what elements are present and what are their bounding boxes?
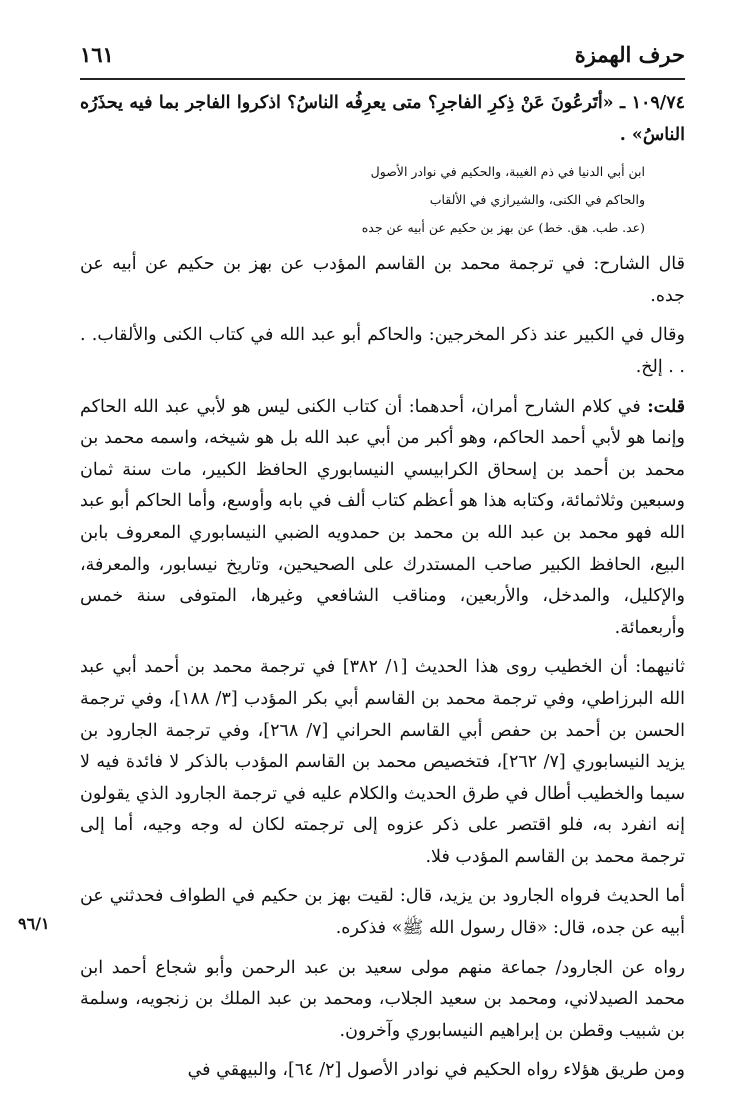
source-line-2: والحاكم في الكنى، والشيرازي في الألقاب [429,192,645,208]
chapter-title: حرف الهمزة [574,42,685,67]
page-number: ١٦١ [80,42,114,67]
page-header [80,40,685,74]
margin-reference: ٩٦/١ [18,914,50,933]
paragraph-3-text: في كلام الشارح أمران، أحدهما: أن كتاب الكنى ليس هو لأبي عبد الله الحاكم وإنما هو لأبي أحمد الحاكم، وهو أكبر من أبي عبد الله بل هو شيخه، واسمه محمد بن محمد بن أحمد بن إسحاق الكرابيسي النيسابوري الحافظ الكبير، مات سنة ثمان وسبعين وثلاثمائة، وكتابه هذا هو أعظم كتاب ألف في بابه وأوسع، وأما الحاكم أبو عبد الله فهو محمد بن عبد الله بن محمد بن حمدويه الضبي النيسابوري المعروف بابن البيع، الحافظ الكبير صاحب المستدرك على الصحيحين، وتاريخ نيسابور، والمعرفة، والإكليل، والمدخل، والأربعين، ومناقب الشافعي وغيرها، المتوفى سنة خمس وأربعمائة. [80,396,685,638]
qultu-lead: قلت: [647,396,685,417]
page-body [80,88,685,1095]
commentary-paragraph-7: ومن طريق هؤلاء رواه الحكيم في نوادر الأصول [٢/ ٦٤]، والبيهقي في [187,1060,685,1081]
source-line-3: (عد. طب. هق. خط) عن بهز بن حكيم عن أبيه عن جده [361,220,645,236]
commentary-paragraph-3 [80,392,685,645]
source-attribution [80,159,645,241]
source-line-1: ابن أبي الدنيا في ذم الغيبة، والحكيم في نوادر الأصول [370,164,645,180]
hadith-text: ١٠٩/٧٤ ـ «أتَرعُونَ عَنْ ذِكرِ الفاجرِ؟ متى يعرِفُه الناسُ؟ اذكروا الفاجر بما فيه يحذَرُه الناسُ» . [80,93,685,145]
commentary-paragraph-5: أما الحديث فرواه الجارود بن يزيد، قال: لقيت بهز بن حكيم في الطواف فحدثني عن أبيه عن جده، قال: «قال رسول الله ﷺ» فذكره. [80,886,685,939]
commentary-paragraph-2: وقال في الكبير عند ذكر المخرجين: والحاكم أبو عبد الله في كتاب الكنى والألقاب. . . . إلخ. [80,325,685,377]
commentary-paragraph-4: ثانيهما: أن الخطيب روى هذا الحديث [١/ ٣٨٢] في ترجمة محمد بن أحمد أبي عبد الله البرزاطي، وفي ترجمة محمد بن القاسم أبي بكر المؤدب [٣/ ١٨٨]، وفي ترجمة الحسن بن أحمد بن حفص أبي القاسم الحراني [٧/ ٢٦٨]، وفي ترجمة الجارود بن يزيد النيسابوري [٧/ ٢٦٢]، فتخصيص محمد بن القاسم المؤدب بالذكر لا فائدة فيه لا سيما والخطيب أطال في طرق الحديث والكلام عليه في ترجمة الجارود الذي يقولون إنه انفرد به، فلو اقتصر على ذكر عزوه إلى ترجمته لكان له وجه وجيه، أما إلى ترجمة محمد بن القاسم المؤدب فلا. [80,657,686,867]
header-rule [80,78,685,80]
commentary-paragraph-1: قال الشارح: في ترجمة محمد بن القاسم المؤدب عن بهز بن حكيم عن أبيه عن جده. [80,254,685,306]
commentary-paragraph-6: رواه عن الجارود/ جماعة منهم مولى سعيد بن عبد الرحمن وأبو شجاع أحمد ابن محمد الصيدلاني، ومحمد بن سعيد الجلاب، ومحمد بن عبد الملك بن زنجويه، وسلمة بن شبيب وقطن بن إبراهيم النيسابوري وآخرون. [80,957,685,1041]
